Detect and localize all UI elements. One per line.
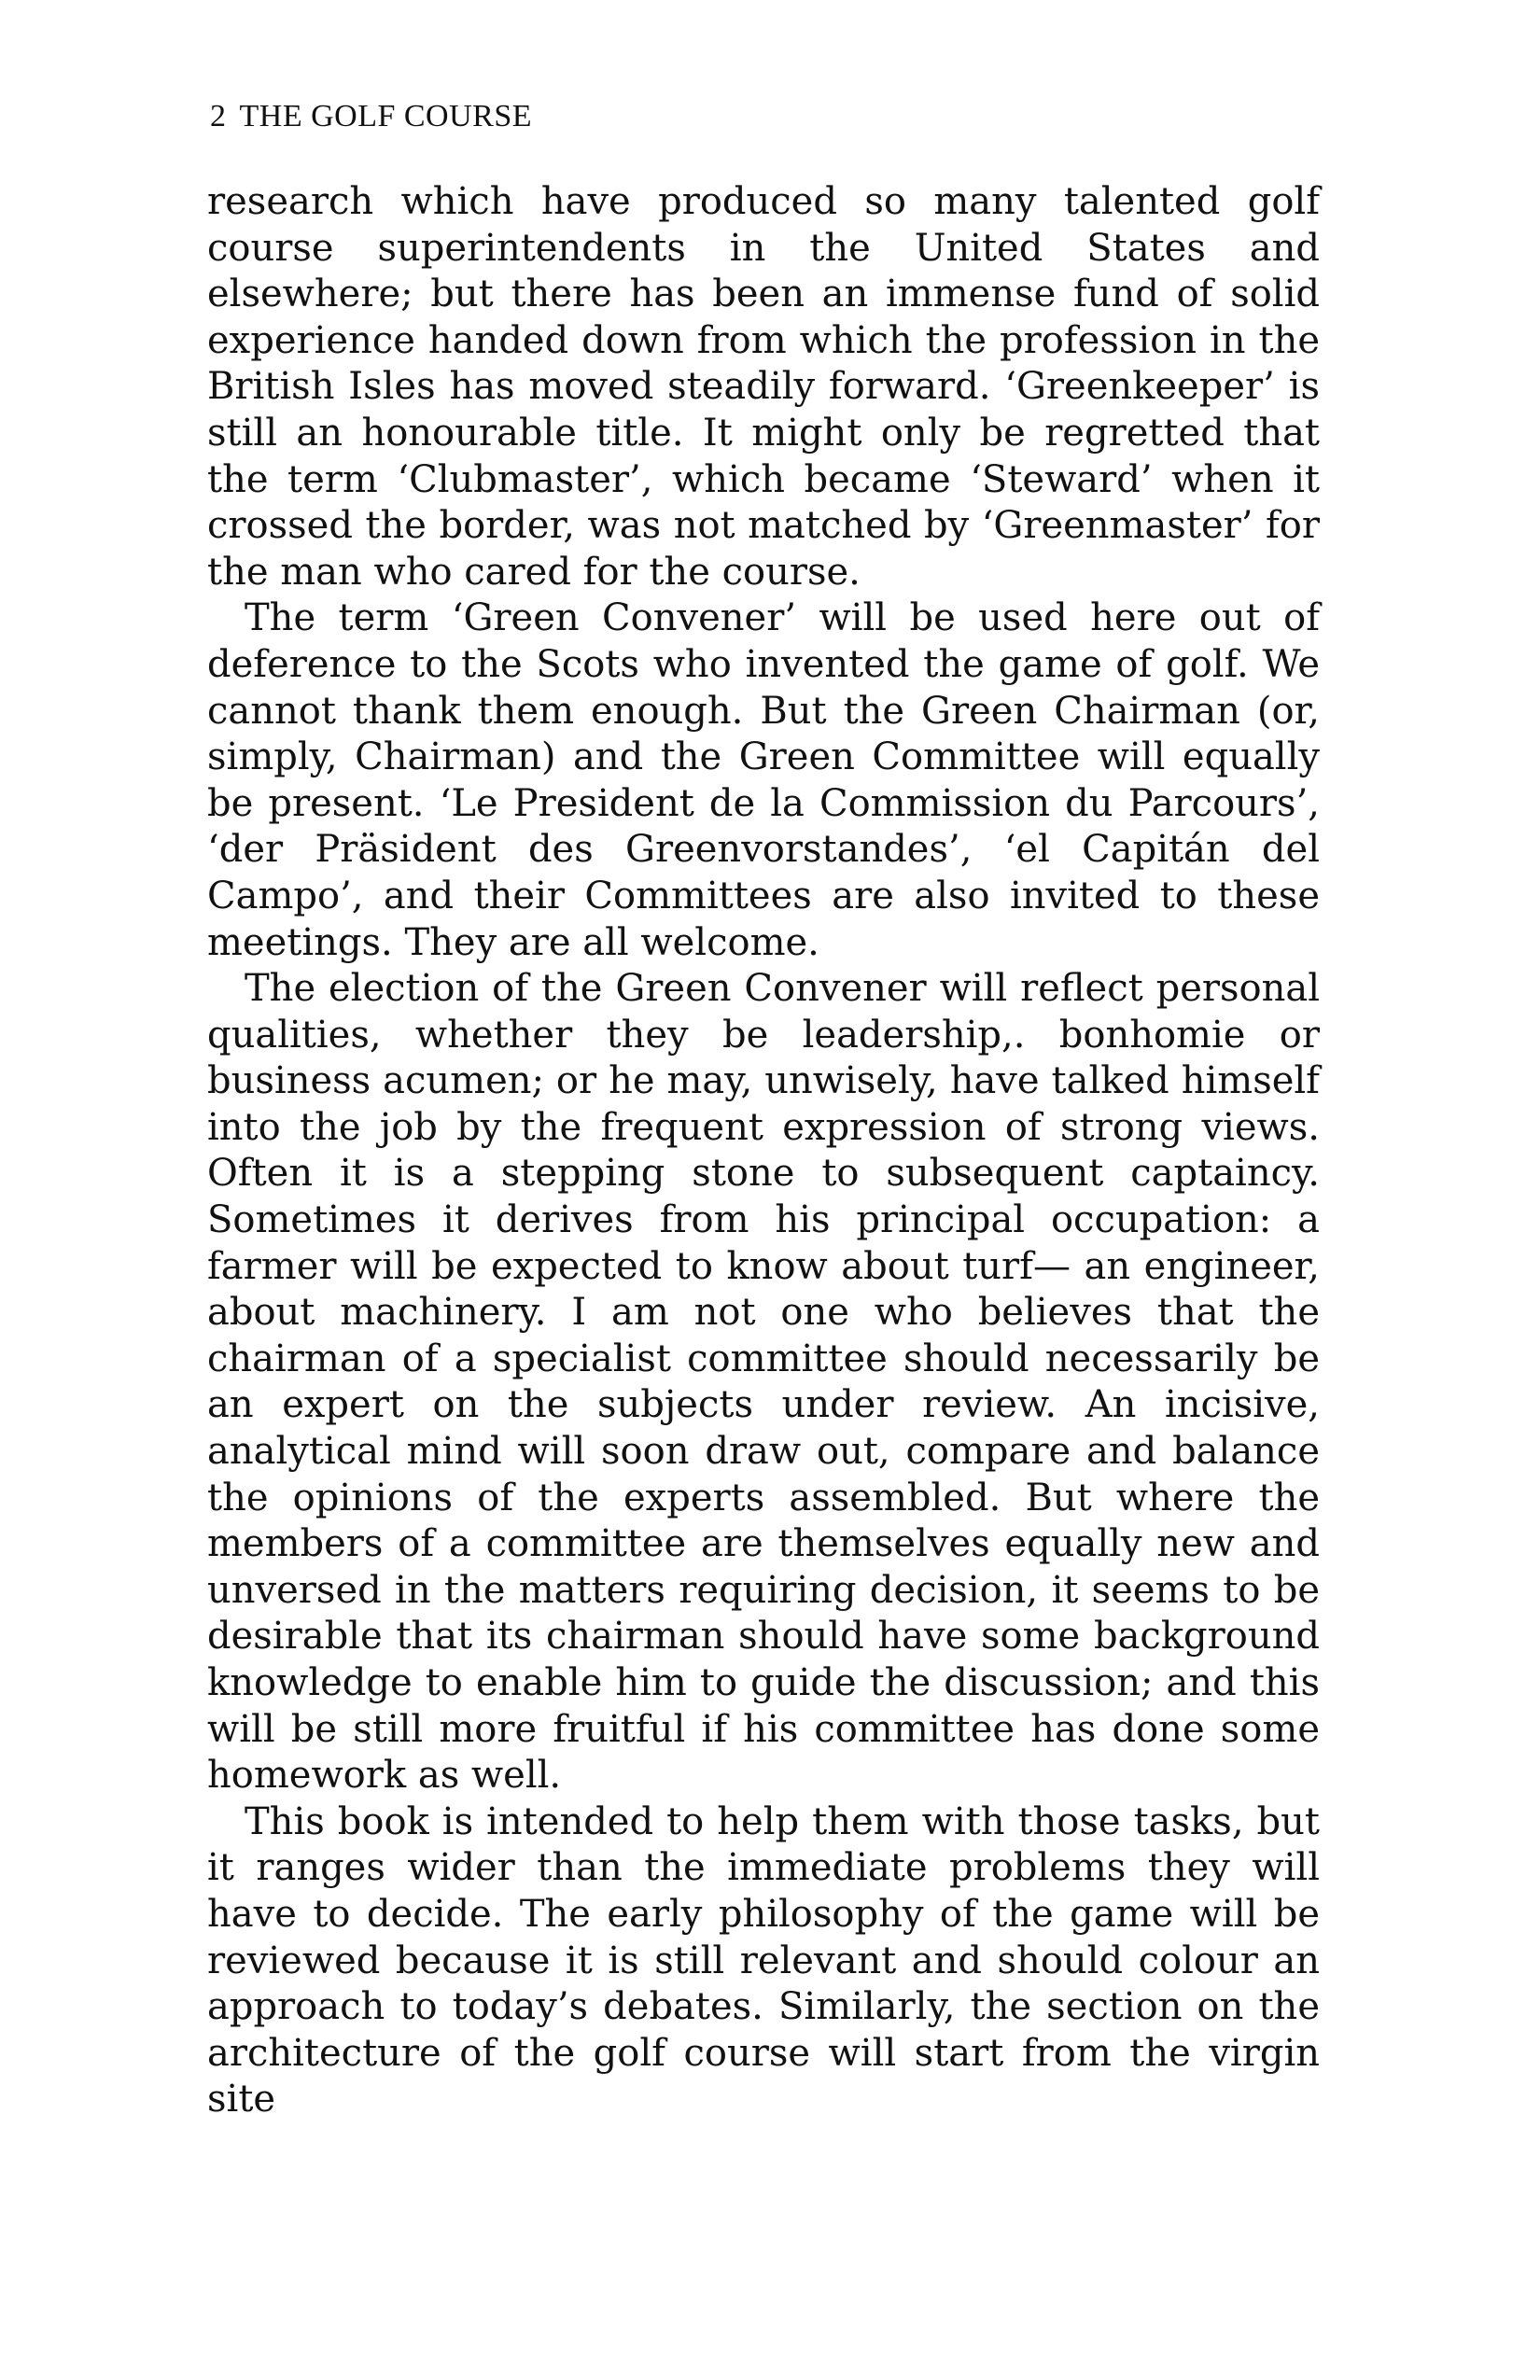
body-text (207, 179, 1320, 2123)
paragraph: This book is intended to help them with those tasks, but it ranges wider than the immediate problems they will have to decide. The early philosophy of the game will be reviewed because it is still relevant and should colour an approach to today’s debates. Similarly, the section on the architecture of the golf course will start from the virgin site (207, 1799, 1320, 2121)
running-title: THE GOLF COURSE (239, 99, 533, 133)
page-number: 2 (210, 99, 227, 133)
running-head (210, 99, 532, 134)
paragraph: The election of the Green Convener will reflect personal qualities, whether they be leadership,. bonhomie or business acumen; or he may, unwisely, have talked himself into the job by the frequent expression of strong views. Often it is a stepping stone to subsequent captaincy. Sometimes it derives from his principal occupation: a farmer will be expected to know about turf— an engineer, about machinery. I am not one who believes that the chairman of a specialist committee should necessarily be an expert on the subjects under review. An incisive, analytical mind will soon draw out, compare and balance the opinions of the experts assembled. But where the members of a committee are themselves equally new and unversed in the matters requiring decision, it seems to be desirable that its chairman should have some background knowledge to enable him to guide the discussion; and this will be still more fruitful if his committee has done some homework as well. (207, 967, 1320, 1798)
paragraph: research which have produced so many talented golf course superintendents in the United States and elsewhere; but there has been an immense fund of solid experience handed down from which the profession in the British Isles has moved steadily forward. ‘Greenkeeper’ is still an honourable title. It might only be regretted that the term ‘Clubmaster’, which became ‘Steward’ when it crossed the border, was not matched by ‘Greenmaster’ for the man who cared for the course. (207, 180, 1320, 594)
paragraph: The term ‘Green Convener’ will be used here out of deference to the Scots who invented the game of golf. We cannot thank them enough. But the Green Chairman (or, simply, Chairman) and the Green Committee will equally be present. ‘Le President de la Commission du Parcours’, ‘der Präsident des Greenvorstandes’, ‘el Capitán del Campo’, and their Committees are also invited to these meetings. They are all welcome. (207, 596, 1320, 964)
